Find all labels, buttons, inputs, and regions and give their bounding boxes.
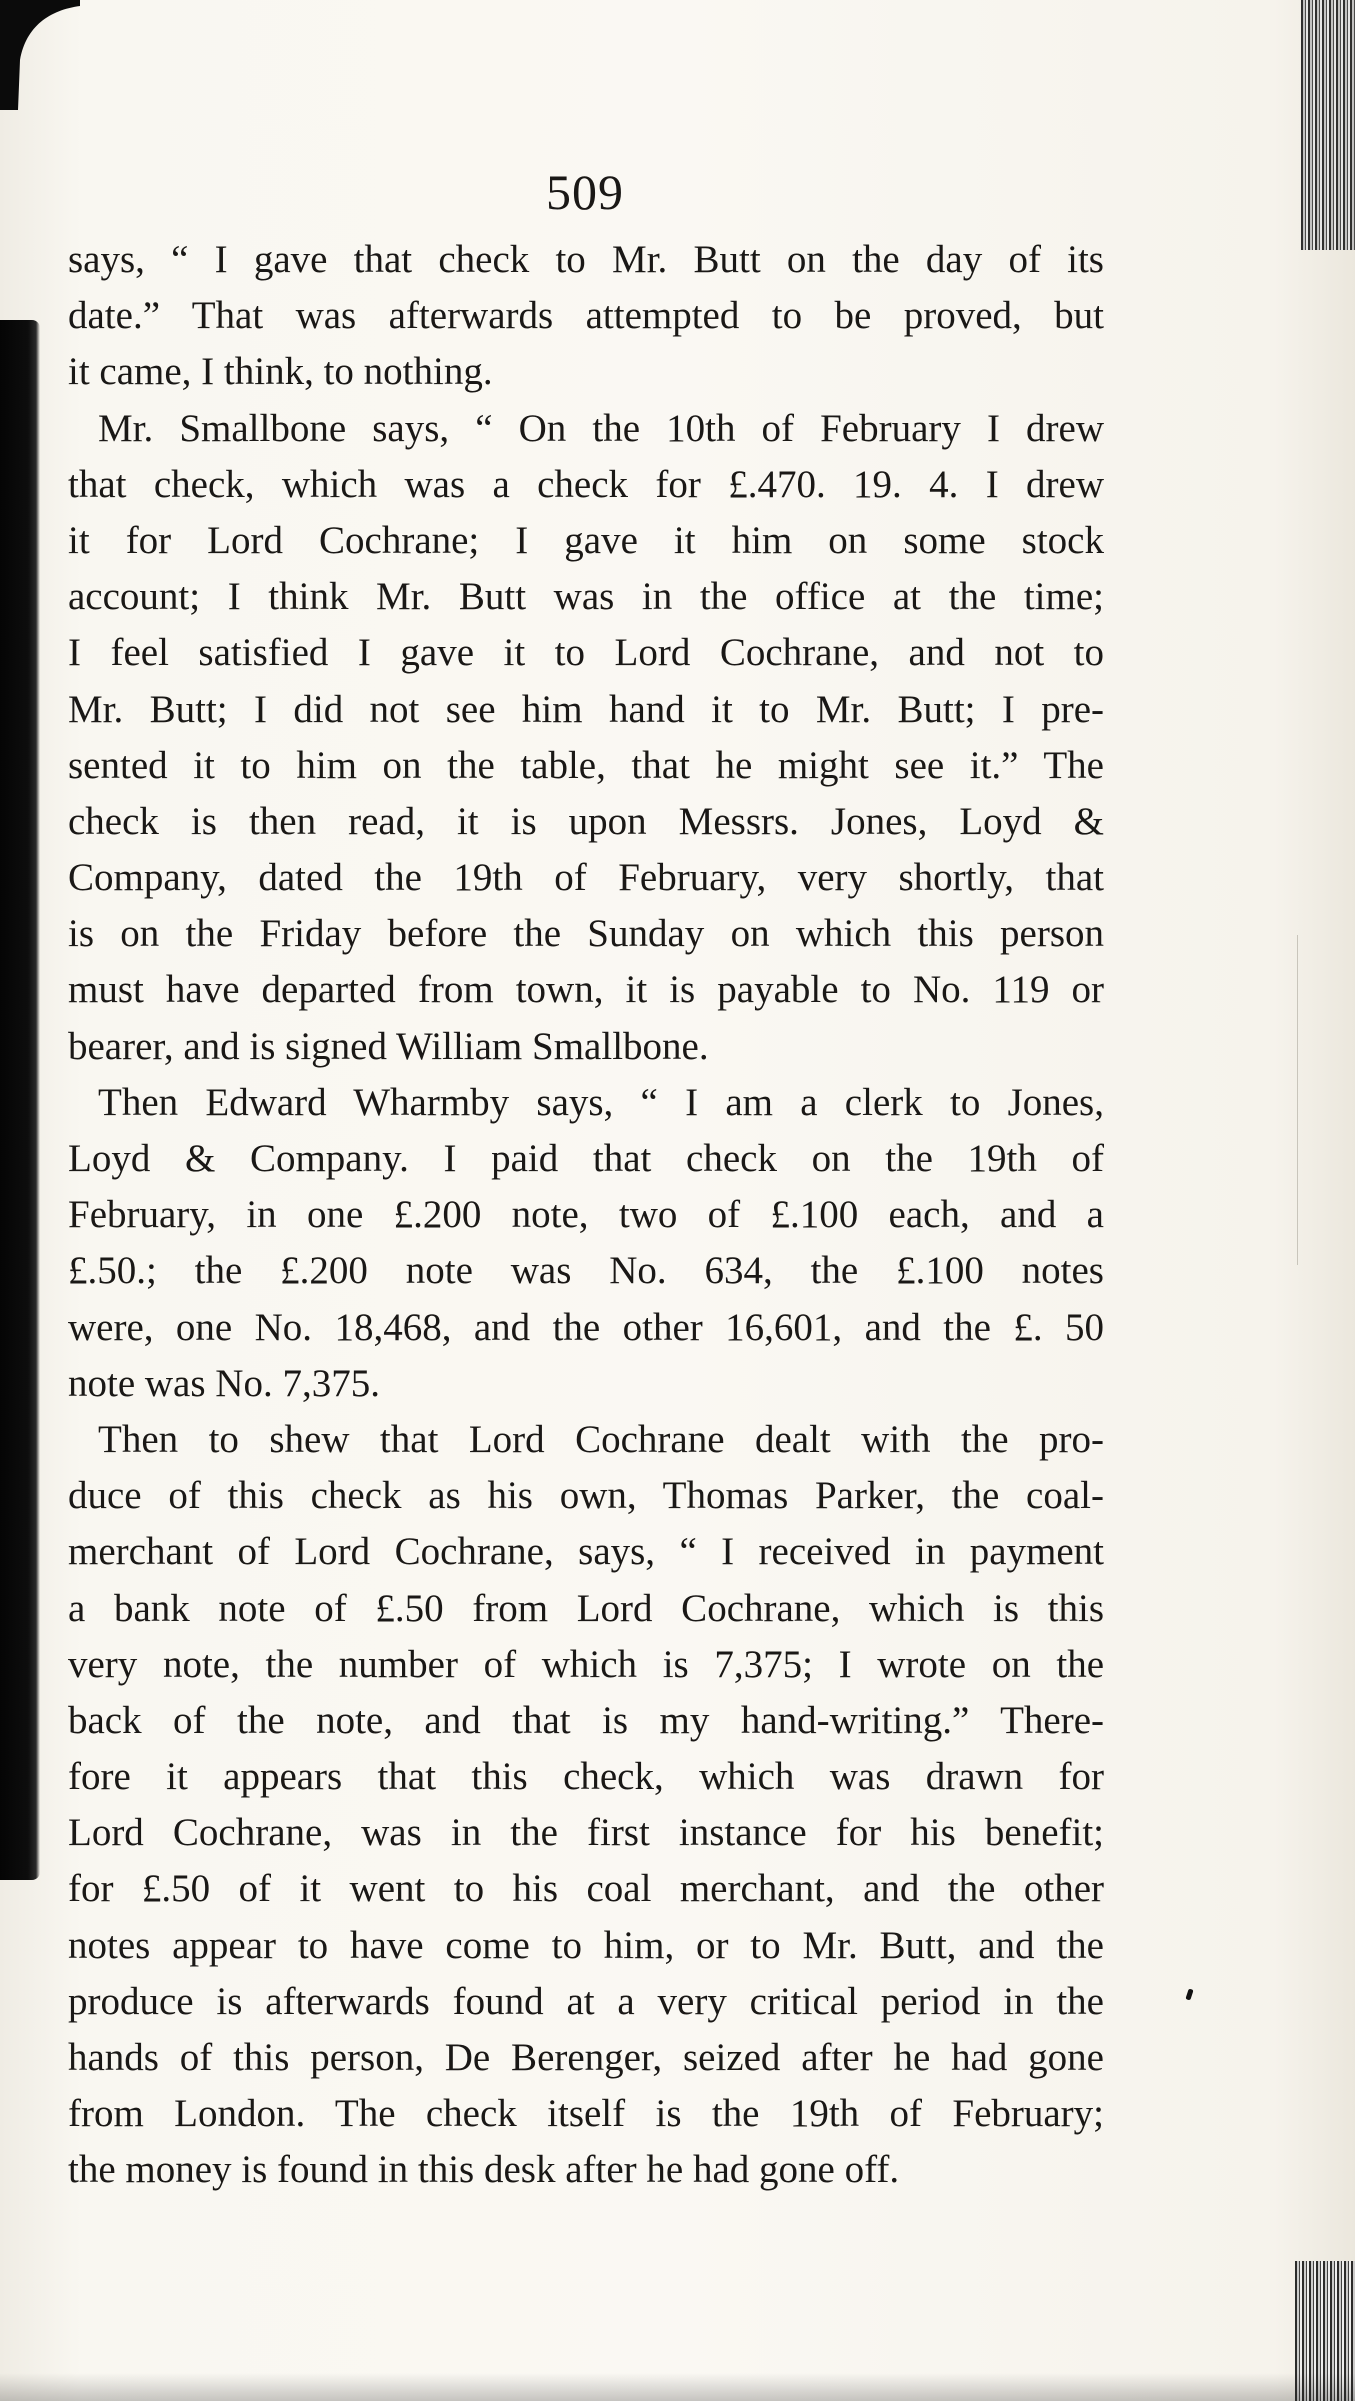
text-line: it for Lord Cochrane; I gave it him on some stock: [68, 518, 1104, 562]
page-edge-stack-top: [1301, 0, 1355, 250]
text-line: a bank note of £.50 from Lord Cochrane, which is this: [68, 1586, 1104, 1630]
text-line: £.50.; the £.200 note was No. 634, the £.100 notes: [68, 1249, 1104, 1293]
text-line: notes appear to have come to him, or to Mr. Butt, and the: [68, 1923, 1104, 1967]
scan-mark: [1297, 935, 1298, 1265]
text-line: duce of this check as his own, Thomas Parker, the coal-: [68, 1474, 1104, 1518]
text-line: says, “ I gave that check to Mr. Butt on the day of its: [68, 238, 1104, 281]
text-line: it came, I think, to nothing.: [68, 350, 493, 394]
text-line: Mr. Smallbone says, “ On the 10th of February I drew: [98, 406, 1104, 450]
text-line: Then to shew that Lord Cochrane dealt with the pro-: [98, 1417, 1104, 1461]
text-line: February, in one £.200 note, two of £.100 each, and a: [68, 1193, 1104, 1237]
text-line: Lord Cochrane, was in the first instance for his benefit;: [68, 1811, 1104, 1855]
text-line: account; I think Mr. Butt was in the office at the time;: [68, 575, 1104, 619]
text-line: must have departed from town, it is payable to No. 119 or: [68, 968, 1104, 1012]
body-text: [68, 232, 1104, 2199]
text-line: date.” That was afterwards attempted to be proved, but: [68, 294, 1104, 338]
text-line: that check, which was a check for £.470. 19. 4. I drew: [68, 462, 1104, 506]
text-line: the money is found in this desk after he had gone off.: [68, 2148, 900, 2192]
text-line: is on the Friday before the Sunday on which this person: [68, 912, 1104, 956]
text-line: were, one No. 18,468, and the other 16,601, and the £. 50: [68, 1305, 1104, 1349]
text-line: merchant of Lord Cochrane, says, “ I received in payment: [68, 1530, 1104, 1574]
text-line: Loyd & Company. I paid that check on the 19th of: [68, 1137, 1104, 1180]
text-line: Then Edward Wharmby says, “ I am a clerk to Jones,: [98, 1080, 1104, 1124]
page-number: 509: [546, 164, 624, 220]
text-line: note was No. 7,375.: [68, 1361, 380, 1405]
text-line: produce is afterwards found at a very critical period in the: [68, 1979, 1104, 2023]
text-line: hands of this person, De Berenger, seized after he had gone: [68, 2036, 1104, 2079]
text-line: for £.50 of it went to his coal merchant, and the other: [68, 1867, 1104, 1911]
text-line: back of the note, and that is my hand-writing.” There-: [68, 1698, 1104, 1742]
text-line: bearer, and is signed William Smallbone.: [68, 1024, 709, 1068]
text-line: from London. The check itself is the 19th of February;: [68, 2092, 1104, 2136]
text-line: Company, dated the 19th of February, very shortly, that: [68, 856, 1104, 900]
text-line: I feel satisfied I gave it to Lord Cochrane, and not to: [68, 631, 1104, 675]
scan-bottom-edge: [0, 2373, 1355, 2401]
text-line: check is then read, it is upon Messrs. Jones, Loyd &: [68, 799, 1104, 843]
text-line: sented it to him on the table, that he might see it.” The: [68, 743, 1104, 787]
text-line: very note, the number of which is 7,375; I wrote on the: [68, 1642, 1104, 1686]
binding-shadow: [0, 320, 40, 1880]
text-line: fore it appears that this check, which was drawn for: [68, 1755, 1104, 1799]
ink-speck: [1185, 1988, 1193, 2000]
text-line: Mr. Butt; I did not see him hand it to Mr. Butt; I pre-: [68, 687, 1104, 731]
page-corner-shadow: [0, 0, 80, 110]
